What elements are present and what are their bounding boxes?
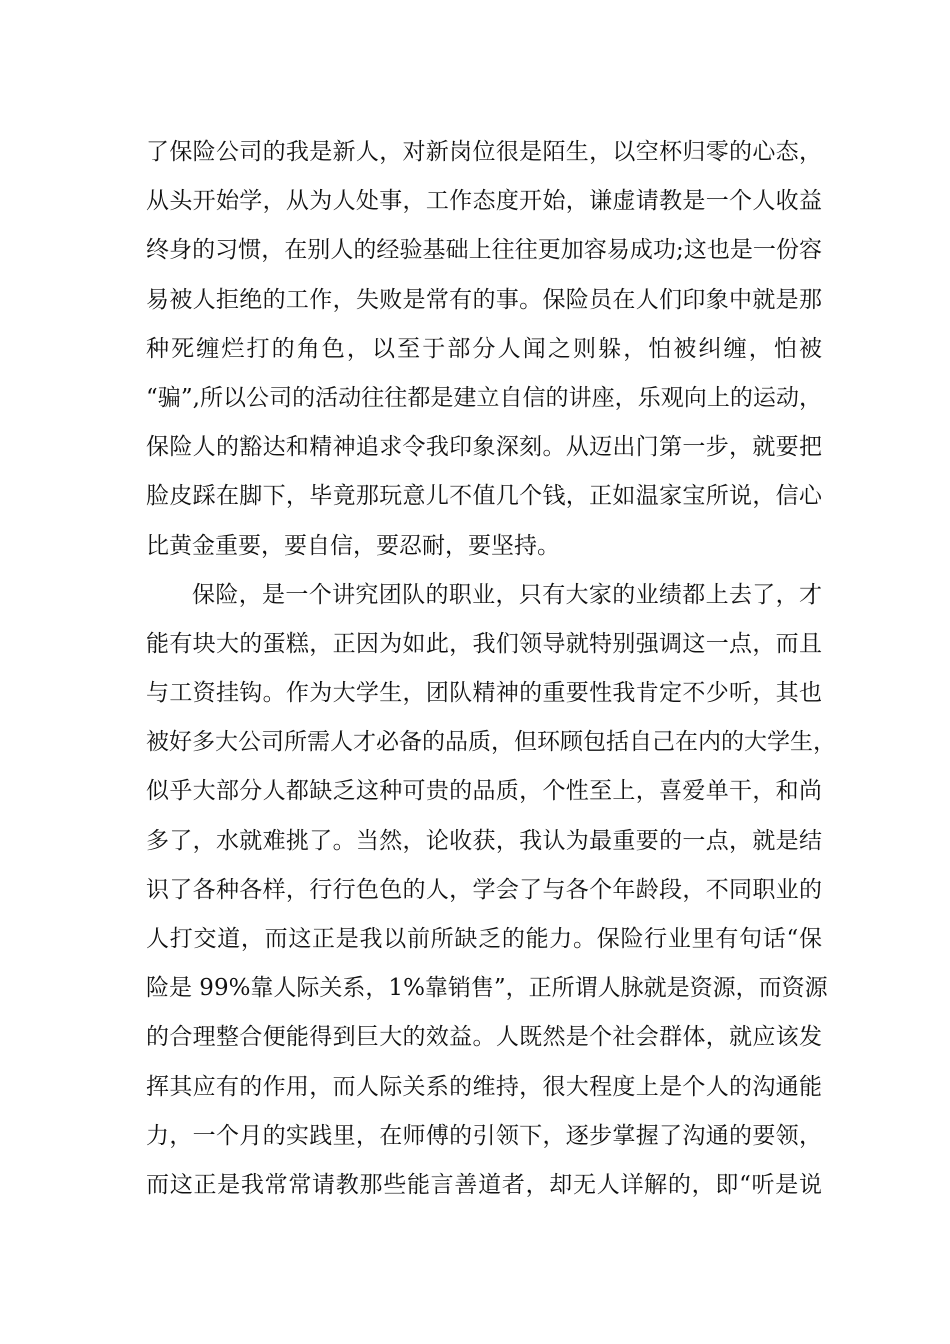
text-line: 保险人的豁达和精神追求令我印象深刻。从迈出门第一步，就要把	[146, 434, 822, 461]
text-line: 保险，是一个讲究团队的职业，只有大家的业绩都上去了，才	[192, 581, 822, 608]
text-line: 力，一个月的实践里，在师傅的引领下，逐步掌握了沟通的要领，	[146, 1122, 822, 1149]
text-line: 种死缠烂打的角色，以至于部分人闻之则躲，怕被纠缠，怕被	[146, 335, 822, 362]
text-line: 人打交道，而这正是我以前所缺乏的能力。保险行业里有句话“保	[146, 926, 822, 952]
text-line: 险是 99%靠人际关系，1%靠销售”，正所谓人脉就是资源，而资源	[146, 975, 828, 1002]
text-line: 终身的习惯，在别人的经验基础上往往更加容易成功;这也是一份容	[146, 237, 822, 264]
text-line: 能有块大的蛋糕，正因为如此，我们领导就特别强调这一点，而且	[146, 630, 822, 657]
text-line: 似乎大部分人都缺乏这种可贵的品质，个性至上，喜爱单干，和尚	[146, 778, 822, 805]
text-line: “骗”,所以公司的活动往往都是建立自信的讲座，乐观向上的运动，	[146, 384, 822, 411]
text-line: 被好多大公司所需人才必备的品质，但环顾包括自己在内的大学生，	[146, 729, 836, 756]
text-line: 的合理整合便能得到巨大的效益。人既然是个社会群体，就应该发	[146, 1024, 822, 1051]
text-line: 与工资挂钩。作为大学生，团队精神的重要性我肯定不少听，其也	[146, 680, 822, 707]
text-line: 脸皮踩在脚下，毕竟那玩意儿不值几个钱，正如温家宝所说，信心	[146, 483, 822, 510]
text-line: 而这正是我常常请教那些能言善道者，却无人详解的，即“听是说	[146, 1171, 822, 1198]
text-line: 比黄金重要，要自信，要忍耐，要坚持。	[146, 532, 560, 559]
text-line: 识了各种各样，行行色色的人，学会了与各个年龄段，不同职业的	[146, 876, 822, 903]
text-line: 挥其应有的作用，而人际关系的维持，很大程度上是个人的沟通能	[146, 1073, 822, 1100]
text-line: 多了，水就难挑了。当然，论收获，我认为最重要的一点，就是结	[146, 827, 822, 854]
text-line: 易被人拒绝的工作，失败是常有的事。保险员在人们印象中就是那	[146, 286, 822, 313]
text-line: 从头开始学，从为人处事，工作态度开始，谦虚请教是一个人收益	[146, 188, 822, 215]
body-text	[146, 128, 836, 1210]
text-line: 了保险公司的我是新人，对新岗位很是陌生，以空杯归零的心态，	[146, 139, 822, 165]
paragraph-1	[146, 128, 822, 571]
paragraph-2	[146, 571, 836, 1210]
